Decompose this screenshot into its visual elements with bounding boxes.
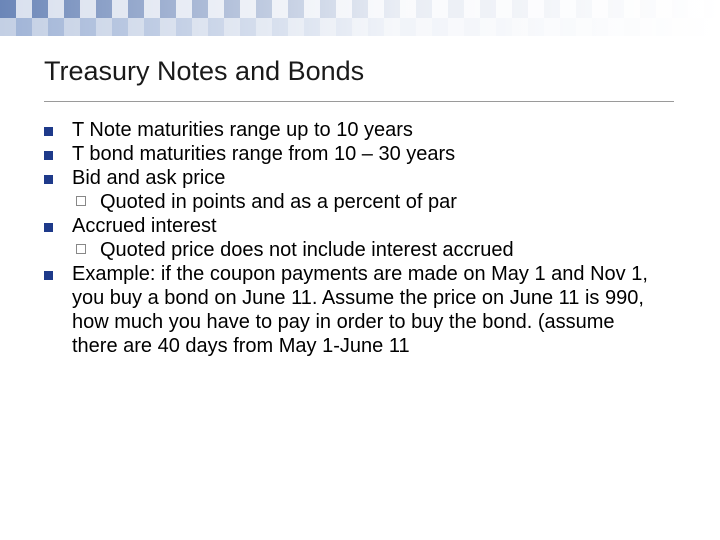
checker-cell xyxy=(624,18,640,36)
checker-cell xyxy=(192,0,208,18)
checker-cell xyxy=(208,0,224,18)
checker-cell xyxy=(224,18,240,36)
checker-cell xyxy=(80,0,96,18)
checker-cell xyxy=(368,0,384,18)
hollow-square-bullet-icon xyxy=(76,196,86,206)
checker-cell xyxy=(288,0,304,18)
checker-cell xyxy=(256,0,272,18)
checker-cell xyxy=(144,18,160,36)
sub-bullet-item xyxy=(44,238,664,262)
square-bullet-icon xyxy=(44,175,53,184)
checker-cell xyxy=(432,0,448,18)
checker-cell xyxy=(112,18,128,36)
checker-cell xyxy=(96,18,112,36)
checker-cell xyxy=(416,0,432,18)
checker-cell xyxy=(80,18,96,36)
checker-cell xyxy=(672,0,688,18)
checker-cell xyxy=(160,0,176,18)
checker-cell xyxy=(592,18,608,36)
square-bullet-icon xyxy=(44,127,53,136)
checker-cell xyxy=(16,18,32,36)
checker-cell xyxy=(112,0,128,18)
bullet-list xyxy=(44,118,664,358)
square-bullet-icon xyxy=(44,223,53,232)
bullet-item xyxy=(44,118,664,142)
checker-cell xyxy=(192,18,208,36)
checker-cell xyxy=(480,18,496,36)
checker-cell xyxy=(0,0,16,18)
checker-cell xyxy=(352,0,368,18)
checker-cell xyxy=(368,18,384,36)
checker-cell xyxy=(320,0,336,18)
checker-cell xyxy=(432,18,448,36)
bullet-item xyxy=(44,142,664,166)
checker-cell xyxy=(352,18,368,36)
title-divider xyxy=(44,101,674,102)
checker-cell xyxy=(208,18,224,36)
checker-cell xyxy=(256,18,272,36)
checker-cell xyxy=(528,0,544,18)
checker-cell xyxy=(640,18,656,36)
checker-cell xyxy=(96,0,112,18)
checker-cell xyxy=(240,0,256,18)
checker-cell xyxy=(464,18,480,36)
checker-cell xyxy=(544,0,560,18)
checker-cell xyxy=(688,0,704,18)
checker-cell xyxy=(512,0,528,18)
sub-bullet-text: Quoted in points and as a percent of par xyxy=(100,191,457,213)
checker-cell xyxy=(480,0,496,18)
checker-cell xyxy=(416,18,432,36)
checker-cell xyxy=(336,0,352,18)
checker-cell xyxy=(496,0,512,18)
bullet-text: Bid and ask price xyxy=(72,167,226,189)
checker-cell xyxy=(560,0,576,18)
checker-cell xyxy=(464,0,480,18)
bullet-item xyxy=(44,214,664,238)
checker-cell xyxy=(32,18,48,36)
bullet-item xyxy=(44,166,664,190)
checker-cell xyxy=(512,18,528,36)
checker-cell xyxy=(32,0,48,18)
checker-cell xyxy=(320,18,336,36)
checker-cell xyxy=(384,18,400,36)
checker-cell xyxy=(48,18,64,36)
checker-cell xyxy=(672,18,688,36)
checker-cell xyxy=(0,18,16,36)
checker-cell xyxy=(400,18,416,36)
checker-cell xyxy=(160,18,176,36)
slide-title: Treasury Notes and Bonds xyxy=(44,56,365,86)
checker-cell xyxy=(400,0,416,18)
checker-cell xyxy=(544,18,560,36)
checker-cell xyxy=(448,18,464,36)
checker-cell xyxy=(336,18,352,36)
checker-cell xyxy=(304,0,320,18)
checker-cell xyxy=(176,18,192,36)
checker-cell xyxy=(640,0,656,18)
checker-cell xyxy=(128,0,144,18)
checker-cell xyxy=(288,18,304,36)
sub-bullet-text: Quoted price does not include interest accrued xyxy=(100,239,514,261)
checker-cell xyxy=(608,18,624,36)
checker-cell xyxy=(384,0,400,18)
checker-cell xyxy=(624,0,640,18)
hollow-square-bullet-icon xyxy=(76,244,86,254)
bullet-text: T Note maturities range up to 10 years xyxy=(72,119,413,141)
square-bullet-icon xyxy=(44,271,53,280)
checker-cell xyxy=(656,0,672,18)
checker-cell xyxy=(64,18,80,36)
checker-cell xyxy=(448,0,464,18)
checker-cell xyxy=(656,18,672,36)
checker-cell xyxy=(560,18,576,36)
checker-cell xyxy=(272,18,288,36)
checker-cell xyxy=(592,0,608,18)
checker-cell xyxy=(704,0,720,18)
checker-cell xyxy=(272,0,288,18)
square-bullet-icon xyxy=(44,151,53,160)
checker-cell xyxy=(128,18,144,36)
checker-cell xyxy=(608,0,624,18)
checker-cell xyxy=(704,18,720,36)
decorative-checker-bar xyxy=(0,0,720,36)
bullet-text: T bond maturities range from 10 – 30 years xyxy=(72,143,456,165)
checker-cell xyxy=(224,0,240,18)
bullet-item xyxy=(44,262,664,358)
checker-cell xyxy=(240,18,256,36)
bullet-text: Example: if the coupon payments are made on May 1 and Nov 1, you buy a bond on June 11. Assume the price on June 11 is 990, how much you have to pay in order to buy the bond. (assume there are 40 days from May 1-June 11 xyxy=(72,263,648,357)
checker-cell xyxy=(64,0,80,18)
bullet-text: Accrued interest xyxy=(72,215,217,237)
sub-bullet-item xyxy=(44,190,664,214)
checker-cell xyxy=(144,0,160,18)
checker-cell xyxy=(176,0,192,18)
checker-cell xyxy=(304,18,320,36)
checker-cell xyxy=(576,0,592,18)
checker-cell xyxy=(688,18,704,36)
checker-cell xyxy=(16,0,32,18)
checker-cell xyxy=(528,18,544,36)
checker-cell xyxy=(496,18,512,36)
checker-cell xyxy=(576,18,592,36)
checker-cell xyxy=(48,0,64,18)
